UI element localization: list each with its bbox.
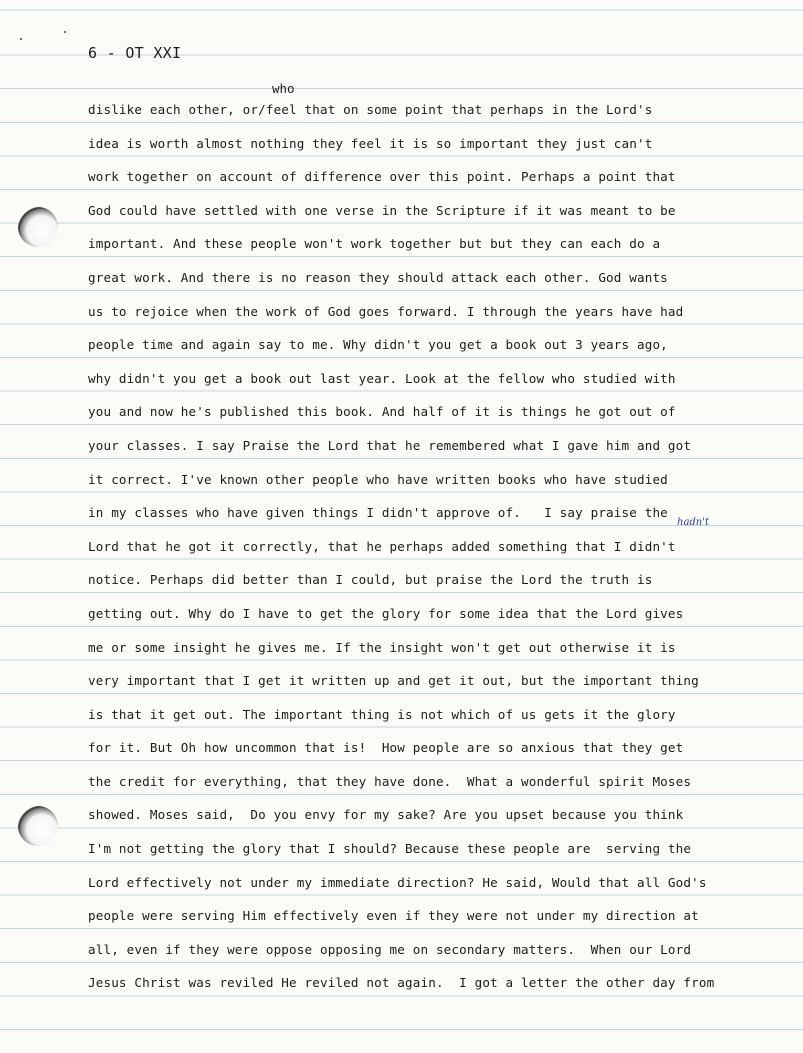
text-line: Jesus Christ was reviled He reviled not again. I got a letter the other day from <box>88 975 715 991</box>
paper-speck <box>64 31 66 33</box>
text-line: you and now he's published this book. And half of it is things he got out of <box>88 404 676 420</box>
page-header: 6 - OT XXI <box>88 44 182 62</box>
text-line: notice. Perhaps did better than I could, but praise the Lord the truth is <box>88 572 653 588</box>
text-line: showed. Moses said, Do you envy for my sake? Are you upset because you think <box>88 807 684 823</box>
text-line: it correct. I've known other people who have written books who have studied <box>88 471 668 487</box>
punch-hole-icon <box>18 806 58 846</box>
punch-hole-icon <box>18 207 58 247</box>
body-text <box>88 93 788 1000</box>
text-line: is that it get out. The important thing is not which of us gets it the glory <box>88 706 676 722</box>
text-line: work together on account of difference over this point. Perhaps a point that <box>88 169 676 185</box>
handwritten-insertion: hadn't <box>677 517 710 528</box>
typed-insertion-who: who <box>272 81 295 96</box>
text-line: important. And these people won't work together but but they can each do a <box>88 236 661 252</box>
paper-speck <box>20 38 22 40</box>
text-line: God could have settled with one verse in the Scripture if it was meant to be <box>88 202 676 218</box>
text-line: dislike each other, or/feel that on some point that perhaps in the Lord's <box>88 102 653 117</box>
text-line: for it. But Oh how uncommon that is! How people are so anxious that they get <box>88 740 684 756</box>
text-line: why didn't you get a book out last year. Look at the fellow who studied with <box>88 370 676 386</box>
text-line: in my classes who have given things I didn't approve of. I say praise the <box>88 505 668 521</box>
text-line: I'm not getting the glory that I should? Because these people are serving the <box>88 841 692 857</box>
text-line: Lord effectively not under my immediate direction? He said, Would that all God's <box>88 874 707 890</box>
text-line: great work. And there is no reason they should attack each other. God wants <box>88 269 668 285</box>
text-line: people were serving Him effectively even if they were not under my direction at <box>88 908 699 924</box>
text-line: your classes. I say Praise the Lord that he remembered what I gave him and got <box>88 437 692 453</box>
text-line: me or some insight he gives me. If the insight won't get out otherwise it is <box>88 639 676 655</box>
text-line: us to rejoice when the work of God goes forward. I through the years have had <box>88 303 684 319</box>
text-line: people time and again say to me. Why didn't you get a book out 3 years ago, <box>88 337 668 353</box>
text-line: idea is worth almost nothing they feel it is so important they just can't <box>88 135 653 151</box>
text-line: getting out. Why do I have to get the glory for some idea that the Lord gives <box>88 605 684 621</box>
text-line: Lord that he got it correctly, that he perhaps added something that I didn't <box>88 538 676 554</box>
text-line: all, even if they were oppose opposing me on secondary matters. When our Lord <box>88 941 692 957</box>
text-line: the credit for everything, that they have done. What a wonderful spirit Moses <box>88 773 692 789</box>
text-line: very important that I get it written up and get it out, but the important thing <box>88 673 699 689</box>
